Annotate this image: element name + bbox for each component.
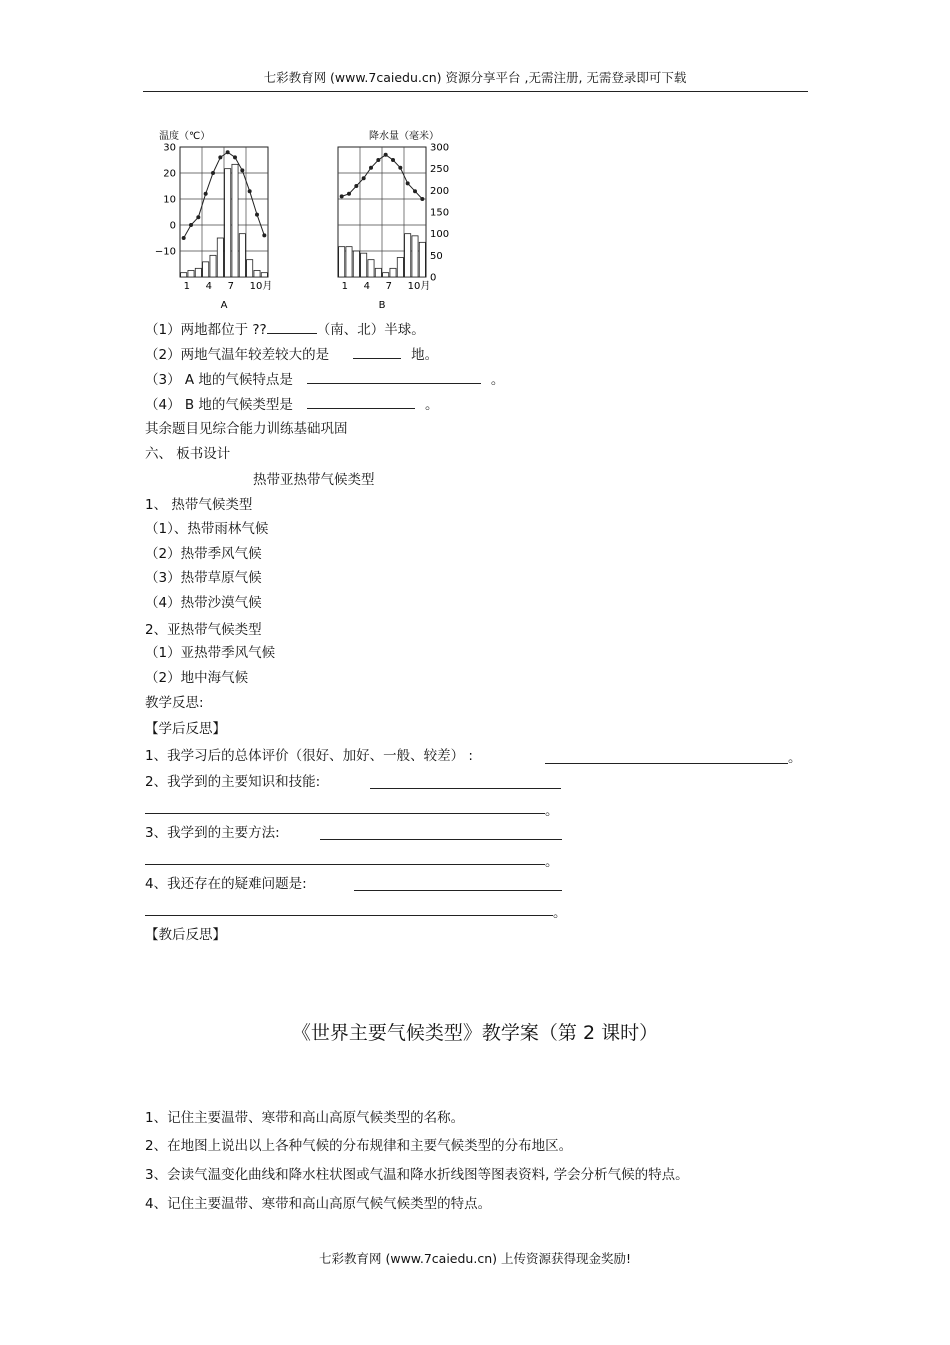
temperature-point [398, 166, 402, 170]
question-2 [145, 345, 438, 364]
board-item: （1）亚热带季风气候 [145, 645, 276, 661]
temperature-point [204, 192, 208, 196]
after-teach-label: 【教后反思】 [145, 927, 226, 943]
reflection-item-2: 2、我学到的主要知识和技能: [145, 774, 321, 790]
after-study-label: 【学后反思】 [145, 721, 226, 737]
temperature-point [391, 158, 395, 162]
y-tick-label: 250 [430, 164, 450, 176]
precip-bar [346, 247, 352, 277]
temperature-point [262, 233, 266, 237]
objective-item: 3、会读气温变化曲线和降水柱状图或气温和降水折线图等图表资料, 学会分析气候的特点。 [145, 1167, 689, 1183]
precip-bar [210, 255, 216, 277]
temperature-point [218, 155, 222, 159]
reflection-4-blank-continued[interactable] [145, 915, 553, 916]
precip-bar [397, 258, 403, 278]
temperature-point [240, 168, 244, 172]
temperature-point [211, 171, 215, 175]
question-3-blank[interactable] [307, 370, 481, 384]
y-tick-label: 200 [430, 185, 450, 197]
question-4-after: 。 [424, 397, 439, 413]
precip-bar [261, 273, 267, 277]
climate-charts [145, 125, 475, 315]
y-tick-label: 0 [430, 272, 437, 284]
chart-a-title: A [220, 300, 228, 311]
precip-bar [375, 268, 381, 277]
x-tick-label: 7 [385, 281, 393, 292]
precip-bar [419, 242, 425, 277]
reflection-item-3: 3、我学到的主要方法: [145, 825, 280, 841]
board-item: 1、 热带气候类型 [145, 497, 253, 513]
board-item: （3）热带草原气候 [145, 570, 262, 586]
temperature-point [226, 150, 230, 154]
reflection-4-period: 。 [553, 905, 567, 921]
chart-b-x-ticks [342, 280, 431, 292]
header-rule [143, 91, 808, 92]
temperature-point [182, 236, 186, 240]
other-note: 其余题目见综合能力训练基础巩固 [145, 421, 348, 437]
chart-b [338, 143, 449, 312]
temperature-point [255, 213, 259, 217]
chart-b-right-ticks [430, 143, 449, 284]
question-2-blank[interactable] [353, 345, 401, 359]
x-tick-label: 4 [205, 281, 213, 292]
y-tick-label: 300 [430, 142, 450, 154]
precip-bar [383, 273, 389, 277]
y-tick-label: 150 [430, 207, 450, 219]
reflection-item-4: 4、我还存在的疑难问题是: [145, 876, 307, 892]
precip-bar [368, 260, 374, 277]
precip-bar [361, 253, 367, 277]
reflection-3-blank[interactable] [320, 839, 562, 840]
precip-bar [412, 236, 418, 277]
temperature-point [189, 223, 193, 227]
question-1-text: （1）两地都位于 ?? [145, 322, 267, 338]
temperature-point [420, 197, 424, 201]
page-header: 七彩教育网 (www.7caiedu.cn) 资源分享平台 ,无需注册, 无需登录即可下载 [263, 70, 687, 85]
question-3-after: 。 [490, 372, 505, 388]
x-tick-label: 10月 [249, 281, 273, 292]
question-4-blank[interactable] [307, 395, 415, 409]
question-1-after: （南、北）半球。 [316, 322, 425, 338]
temperature-point [233, 155, 237, 159]
temperature-point [196, 215, 200, 219]
temperature-point [362, 176, 366, 180]
chart-b-ylabel: 降水量（毫米） [369, 131, 439, 142]
question-4-text: （4） B 地的气候类型是 [145, 397, 293, 413]
precip-bar [339, 247, 345, 277]
reflection-item-1: 1、我学习后的总体评价（很好、加好、一般、较差） : [145, 748, 473, 764]
precip-bar [353, 251, 359, 277]
board-item: （4）热带沙漠气候 [145, 595, 262, 611]
temperature-point [384, 153, 388, 157]
chart-a [155, 143, 273, 312]
precip-bar [232, 164, 238, 277]
precip-bar [254, 271, 260, 278]
board-item: （2）热带季风气候 [145, 546, 262, 562]
temperature-point [248, 189, 252, 193]
question-1 [145, 320, 425, 339]
board-item: （1）、热带雨林气候 [145, 521, 269, 537]
precip-bar [217, 238, 223, 277]
chart-a-grid [180, 147, 268, 277]
objective-item: 2、在地图上说出以上各种气候的分布规律和主要气候类型的分布地区。 [145, 1138, 573, 1154]
reflection-4-blank[interactable] [354, 890, 562, 891]
x-tick-label: 1 [183, 281, 191, 292]
objective-item: 4、记住主要温带、寒带和高山高原气候气候类型的特点。 [145, 1196, 492, 1212]
board-item: 2、亚热带气候类型 [145, 622, 262, 638]
x-tick-label: 1 [341, 281, 349, 292]
x-tick-label: 4 [363, 281, 371, 292]
board-title: 热带亚热带气候类型 [253, 472, 375, 488]
y-tick-label: 0 [169, 220, 176, 232]
precip-bar [390, 268, 396, 277]
y-tick-label: 50 [430, 250, 443, 262]
chart-a-x-ticks [184, 280, 273, 292]
precip-bar [239, 234, 245, 277]
reflection-2-blank[interactable] [370, 788, 561, 789]
lesson2-title: 《世界主要气候类型》教学案（第 2 课时） [291, 1022, 659, 1044]
precip-bar [225, 169, 231, 277]
reflection-label: 教学反思: [145, 695, 204, 711]
x-tick-label: 7 [227, 281, 235, 292]
reflection-3-blank-continued[interactable] [145, 864, 545, 865]
question-2-text: （2）两地气温年较差较大的是 [145, 347, 330, 363]
y-tick-label: 30 [163, 142, 176, 154]
objective-item: 1、记住主要温带、寒带和高山高原气候类型的名称。 [145, 1110, 465, 1126]
temperature-point [376, 158, 380, 162]
chart-b-title: B [378, 300, 386, 311]
question-3-text: （3） A 地的气候特点是 [145, 372, 293, 388]
reflection-1-blank[interactable] [545, 763, 788, 764]
chart-a-ylabel: 温度（℃） [159, 131, 211, 142]
precip-bar [247, 260, 253, 277]
question-1-blank[interactable] [267, 320, 317, 334]
temperature-point [406, 181, 410, 185]
temperature-point [413, 189, 417, 193]
precip-bar [203, 262, 209, 277]
reflection-1-period: 。 [788, 750, 802, 766]
temperature-point [369, 166, 373, 170]
page-footer: 七彩教育网 (www.7caiedu.cn) 上传资源获得现金奖励! [319, 1251, 631, 1266]
reflection-2-blank-continued[interactable] [145, 813, 545, 814]
board-item: （2）地中海气候 [145, 670, 249, 686]
question-2-after: 地。 [411, 347, 439, 363]
reflection-3-period: 。 [545, 854, 559, 870]
y-tick-label: 10 [163, 194, 176, 206]
section-six-heading: 六、 板书设计 [145, 446, 231, 462]
reflection-2-period: 。 [545, 803, 559, 819]
x-tick-label: 10月 [407, 281, 431, 292]
precip-bar [195, 268, 201, 277]
chart-a-left-ticks [155, 143, 176, 258]
temperature-point [347, 192, 351, 196]
y-tick-label: 100 [430, 229, 450, 241]
precip-bar [188, 271, 194, 278]
temperature-point [340, 194, 344, 198]
temperature-point [354, 184, 358, 188]
precip-bar [405, 234, 411, 277]
y-tick-label: −10 [154, 246, 176, 258]
precip-bar [181, 273, 187, 277]
y-tick-label: 20 [163, 168, 176, 180]
question-3 [145, 370, 504, 389]
question-4 [145, 395, 438, 414]
